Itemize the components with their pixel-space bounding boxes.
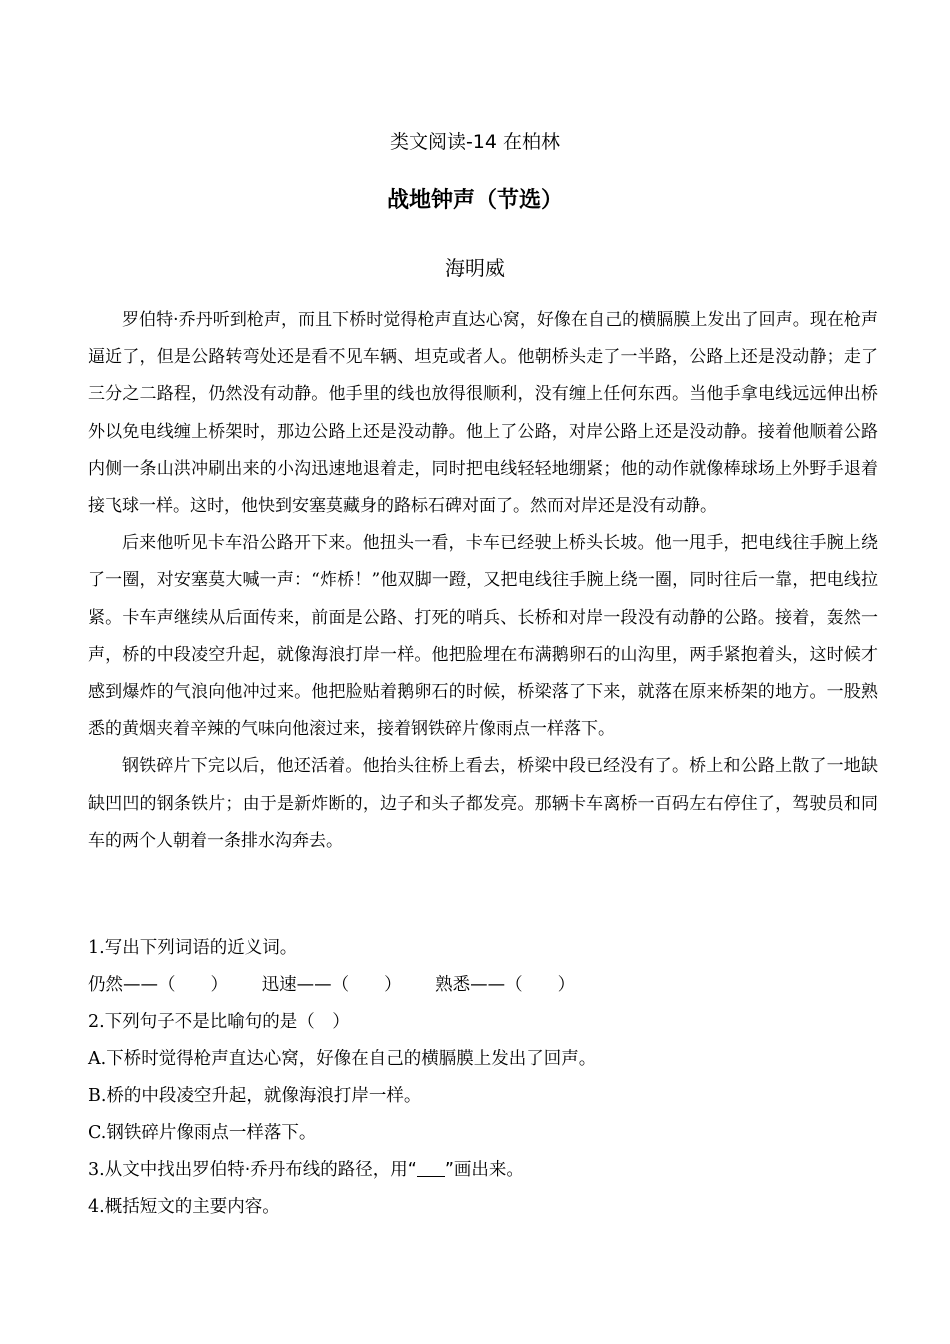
passage-paragraph-3: 钢铁碎片下完以后，他还活着。他抬头往桥上看去，桥梁中段已经没有了。桥上和公路上散了一地缺缺凹凹的钢条铁片；由于是新炸断的，边子和头子都发亮。那辆卡车离桥一百码左右停住了，驾驶员和同车的两个人朝着一条排水沟奔去。 bbox=[88, 756, 878, 851]
article-title: 战地钟声（节选） bbox=[386, 188, 563, 213]
question-number: 4. bbox=[88, 1197, 105, 1217]
option-c[interactable] bbox=[88, 1115, 878, 1152]
blank-slot: ——（ ） bbox=[296, 975, 402, 995]
article-author: 海明威 bbox=[445, 256, 505, 280]
synonym-blank[interactable] bbox=[435, 967, 575, 1004]
option-letter: B. bbox=[88, 1086, 107, 1106]
option-text: 下桥时觉得枪声直达心窝，好像在自己的横膈膜上发出了回声。 bbox=[106, 1049, 597, 1069]
blank-slot: ——（ ） bbox=[123, 975, 228, 995]
question-number: 3. bbox=[88, 1160, 105, 1180]
blank-word: 迅速 bbox=[261, 975, 297, 995]
question-1-blanks bbox=[88, 967, 878, 1004]
question-text-end: ”画出来。 bbox=[444, 1160, 524, 1180]
question-text: 写出下列词语的近义词。 bbox=[104, 938, 298, 958]
option-a[interactable] bbox=[88, 1041, 878, 1078]
question-text: 概括短文的主要内容。 bbox=[104, 1197, 280, 1217]
synonym-blank[interactable] bbox=[262, 967, 402, 1004]
question-number: 1. bbox=[88, 938, 105, 958]
passage-paragraph-1: 罗伯特·乔丹听到枪声，而且下桥时觉得枪声直达心窝，好像在自己的横膈膜上发出了回声。现在枪声逼近了，但是公路转弯处还是看不见车辆、坦克或者人。他朝桥头走了一半路，公路上还是没动静；走了三分之二路程，仍然没有动静。他手里的线也放得很顺利，没有缠上任何东西。当他手拿电线远远伸出桥外以免电线缠上桥架时，那边公路上还是没动静。他上了公路，对岸公路上还是没动静。接着他顺着公路内侧一条山洪冲刷出来的小沟迅速地退着走，同时把电线轻轻地绷紧；他的动作就像棒球场上外野手退着接飞球一样。这时，他快到安塞莫藏身的路标石碑对面了。然而对岸还是没有动静。 bbox=[88, 310, 878, 517]
question-text: 下列句子不是比喻句的是（ ） bbox=[104, 1012, 350, 1032]
option-b[interactable] bbox=[88, 1078, 878, 1115]
blank-slot: ——（ ） bbox=[470, 975, 576, 995]
question-text: 从文中找出罗伯特·乔丹布线的路径，用“ bbox=[104, 1160, 417, 1180]
option-text: 桥的中段凌空升起，就像海浪打岸一样。 bbox=[106, 1086, 422, 1106]
blank-word: 熟悉 bbox=[435, 975, 471, 995]
synonym-blank[interactable] bbox=[88, 967, 228, 1004]
question-number: 2. bbox=[88, 1012, 105, 1032]
passage-paragraph-2: 后来他听见卡车沿公路开下来。他扭头一看，卡车已经驶上桥头长坡。他一甩手，把电线往手腕上绕了一圈，对安塞莫大喊一声：“炸桥！”他双脚一蹬，又把电线往手腕上绕一圈，同时往后一靠，把电线拉紧。卡车声继续从后面传来，前面是公路、打死的哨兵、长桥和对岸一段没有动静的公路。接着，轰然一声，桥的中段凌空升起，就像海浪打岸一样。他把脸埋在布满鹅卵石的山沟里，两手紧抱着头，这时候才感到爆炸的气浪向他冲过来。他把脸贴着鹅卵石的时候，桥梁落了下来，就落在原来桥架的地方。一股熟悉的黄烟夹着辛辣的气味向他滚过来，接着钢铁碎片像雨点一样落下。 bbox=[88, 533, 878, 740]
option-text: 钢铁碎片像雨点一样落下。 bbox=[106, 1123, 317, 1143]
question-4 bbox=[88, 1189, 878, 1226]
question-3 bbox=[88, 1152, 878, 1189]
question-list bbox=[88, 930, 878, 1226]
reading-passage bbox=[88, 302, 878, 860]
section-subtitle: 类文阅读-14 在柏林 bbox=[389, 131, 561, 153]
question-2 bbox=[88, 1004, 878, 1041]
underline-mark bbox=[417, 1158, 445, 1177]
option-letter: A. bbox=[88, 1049, 107, 1069]
option-letter: C. bbox=[88, 1123, 107, 1143]
question-1 bbox=[88, 930, 878, 967]
blank-word: 仍然 bbox=[88, 975, 123, 995]
